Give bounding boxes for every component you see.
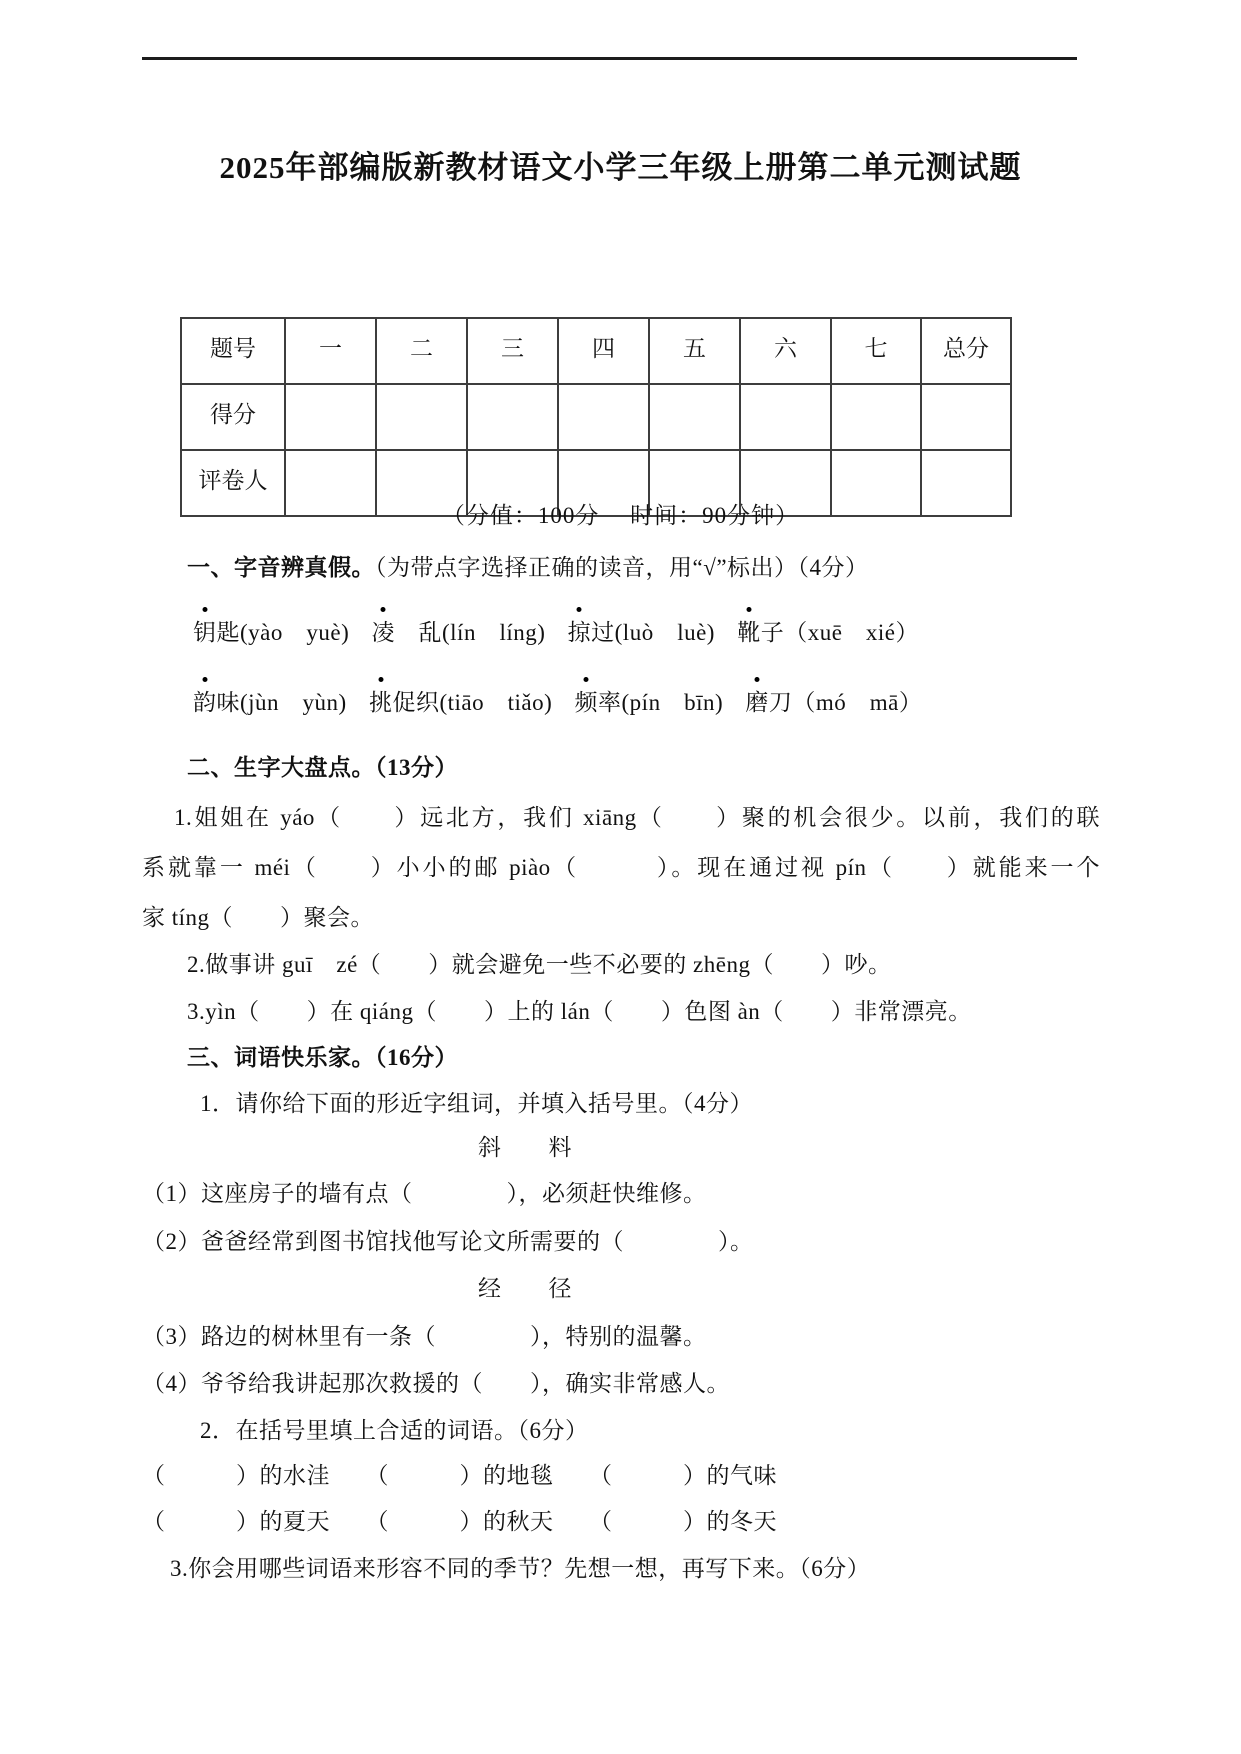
pinyin-word-rest: 刀（mó mā） bbox=[768, 690, 923, 715]
header-cell-1: 一 bbox=[285, 318, 376, 384]
section1-subtitle: （为带点字选择正确的读音，用“√”标出）（4分） bbox=[375, 555, 869, 580]
pinyin-word bbox=[369, 688, 552, 718]
score-cell bbox=[558, 384, 649, 450]
pinyin-line-1 bbox=[193, 618, 935, 648]
dotted-character: 磨 bbox=[745, 688, 769, 718]
pinyin-word bbox=[193, 688, 347, 718]
pinyin-line-2 bbox=[193, 688, 938, 718]
exam-meta-line: （分值：100分 时间：90分钟） bbox=[441, 503, 800, 528]
pinyin-word-rest: 过(luò luè) bbox=[591, 620, 715, 645]
header-cell-5: 五 bbox=[649, 318, 740, 384]
section2-q1-line3: 家 tíng（ ）聚会。 bbox=[142, 905, 375, 930]
section1-heading bbox=[187, 553, 869, 583]
score-cell bbox=[285, 384, 376, 450]
header-cell-6: 六 bbox=[740, 318, 831, 384]
section2-q2: 2.做事讲 guī zé（ ）就会避免一些不必要的 zhēng（ ）吵。 bbox=[187, 952, 892, 977]
pinyin-word bbox=[737, 618, 919, 648]
score-cell bbox=[921, 384, 1011, 450]
header-cell-total: 总分 bbox=[921, 318, 1011, 384]
score-row bbox=[181, 384, 1011, 450]
section3-q3-title: 3.你会用哪些词语来形容不同的季节？先想一想，再写下来。（6分） bbox=[170, 1556, 871, 1581]
section3-q1-title: 1．请你给下面的形近字组词，并填入括号里。（4分） bbox=[200, 1091, 753, 1116]
score-cell bbox=[831, 384, 921, 450]
dotted-character: 韵 bbox=[193, 688, 217, 718]
grader-row-label: 评卷人 bbox=[181, 450, 285, 516]
character-pair-2: 经 径 bbox=[478, 1276, 572, 1301]
character-pair-1: 斜 料 bbox=[478, 1135, 572, 1160]
header-cell-2: 二 bbox=[376, 318, 467, 384]
pinyin-word-rest: 率(pín bīn) bbox=[598, 690, 724, 715]
pinyin-word bbox=[745, 688, 922, 718]
score-cell bbox=[376, 384, 467, 450]
pinyin-word-rest: 促织(tiāo tiǎo) bbox=[392, 690, 553, 715]
score-table-header-row bbox=[181, 318, 1011, 384]
section1-title: 一、字音辨真假。 bbox=[187, 555, 375, 580]
score-cell bbox=[467, 384, 558, 450]
pinyin-word bbox=[372, 618, 546, 648]
dotted-character: 频 bbox=[575, 688, 599, 718]
score-cell bbox=[649, 384, 740, 450]
pinyin-word-rest: 乱(lín líng) bbox=[395, 620, 546, 645]
pinyin-word-rest: 匙(yào yuè) bbox=[216, 620, 350, 645]
score-row-label: 得分 bbox=[181, 384, 285, 450]
header-rule bbox=[142, 57, 1077, 60]
section3-q2-title: 2．在括号里填上合适的词语。（6分） bbox=[200, 1418, 589, 1443]
section3-q1-item2: （2）爸爸经常到图书馆找他写论文所需要的（ ）。 bbox=[142, 1229, 754, 1254]
pinyin-word bbox=[193, 618, 349, 648]
section2-q1-line2: 系就靠一 méi（ ）小小的邮 piào（ ）。现在通过视 pín（ ）就能来一个 bbox=[142, 855, 1100, 880]
page-title: 2025年部编版新教材语文小学三年级上册第二单元测试题 bbox=[219, 150, 1022, 185]
dotted-character: 凌 bbox=[372, 618, 396, 648]
section2-heading: 二、生字大盘点。（13分） bbox=[187, 755, 458, 780]
pinyin-word bbox=[568, 618, 715, 648]
dotted-character: 挑 bbox=[369, 688, 393, 718]
header-cell-7: 七 bbox=[831, 318, 921, 384]
score-cell bbox=[740, 384, 831, 450]
section2-q1-line1: 1.姐姐在 yáo（ ）远北方，我们 xiāng（ ）聚的机会很少。以前，我们的联 bbox=[174, 805, 1100, 830]
score-table bbox=[180, 317, 1012, 517]
section3-q1-item4: （4）爷爷给我讲起那次救援的（ ），确实非常感人。 bbox=[142, 1371, 730, 1396]
section3-q1-item3: （3）路边的树林里有一条（ ），特别的温馨。 bbox=[142, 1324, 707, 1349]
dotted-character: 靴 bbox=[737, 618, 761, 648]
section3-q2-line1: （ ）的水洼 （ ）的地毯 （ ）的气味 bbox=[142, 1463, 777, 1488]
pinyin-word-rest: 味(jùn yùn) bbox=[216, 690, 347, 715]
section3-q1-item1: （1）这座房子的墙有点（ ），必须赶快维修。 bbox=[142, 1181, 707, 1206]
pinyin-word bbox=[575, 688, 724, 718]
header-cell-question-no: 题号 bbox=[181, 318, 285, 384]
section2-q3: 3.yìn（ ）在 qiáng（ ）上的 lán（ ）色图 àn（ ）非常漂亮。 bbox=[187, 999, 972, 1024]
dotted-character: 钥 bbox=[193, 618, 217, 648]
header-cell-3: 三 bbox=[467, 318, 558, 384]
dotted-character: 掠 bbox=[568, 618, 592, 648]
section3-heading: 三、词语快乐家。（16分） bbox=[187, 1045, 458, 1070]
header-cell-4: 四 bbox=[558, 318, 649, 384]
pinyin-word-rest: 子（xuē xié） bbox=[760, 620, 920, 645]
section3-q2-line2: （ ）的夏天 （ ）的秋天 （ ）的冬天 bbox=[142, 1509, 777, 1534]
